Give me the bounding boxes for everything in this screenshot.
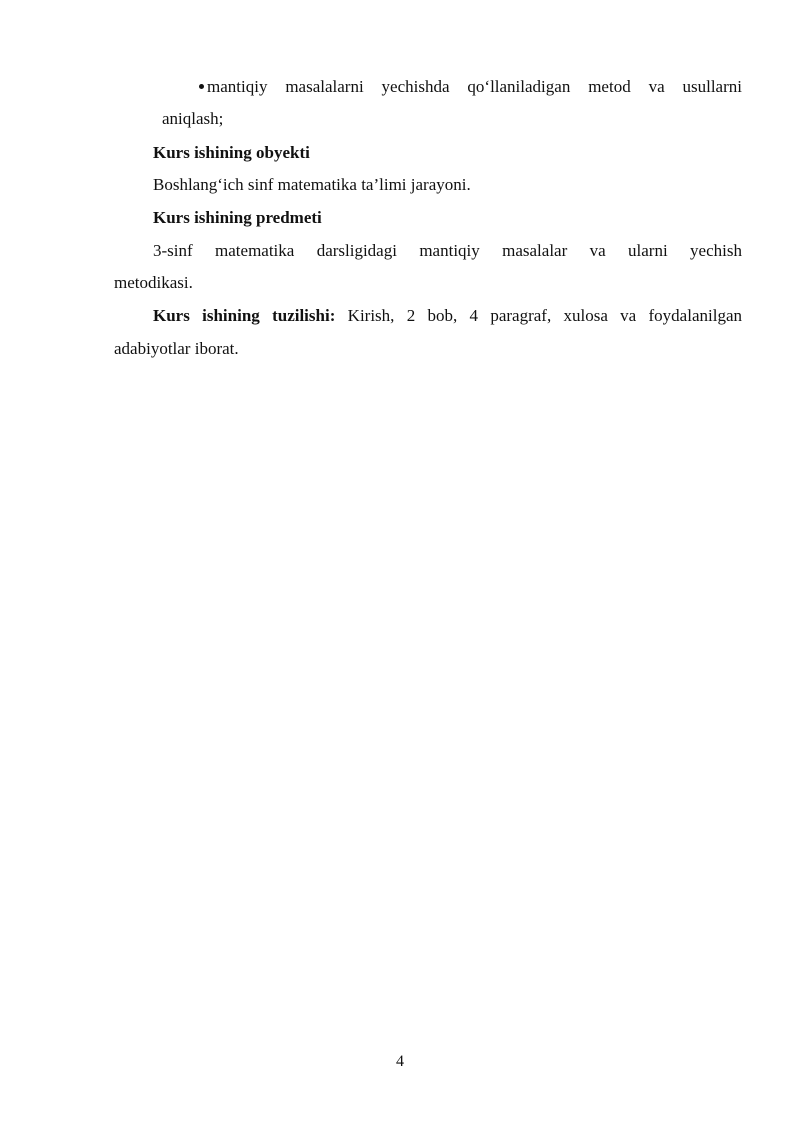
structure-line1 [153, 305, 742, 327]
bullet-icon [199, 84, 204, 89]
page-number: 4 [396, 1053, 404, 1070]
bullet-item-line2: aniqlash; [162, 109, 224, 128]
structure-line2: adabiyotlar iborat. [114, 339, 239, 358]
bullet-item-line1 [199, 76, 742, 98]
object-heading: Kurs ishining obyekti [153, 143, 310, 162]
structure-label: Kurs ishining tuzilishi: [153, 306, 336, 325]
object-text: Boshlang‘ich sinf matematika ta’limi jarayoni. [153, 175, 471, 194]
subject-heading: Kurs ishining predmeti [153, 208, 322, 227]
bullet-item-text: mantiqiy masalalarni yechishda qo‘llaniladigan metod va usullarni [207, 77, 742, 96]
structure-text: Kirish, 2 bob, 4 paragraf, xulosa va foydalanilgan [335, 306, 742, 325]
subject-text-line2: metodikasi. [114, 273, 193, 292]
subject-text-line1: 3-sinf matematika darsligidagi mantiqiy masalalar va ularni yechish [153, 241, 742, 260]
